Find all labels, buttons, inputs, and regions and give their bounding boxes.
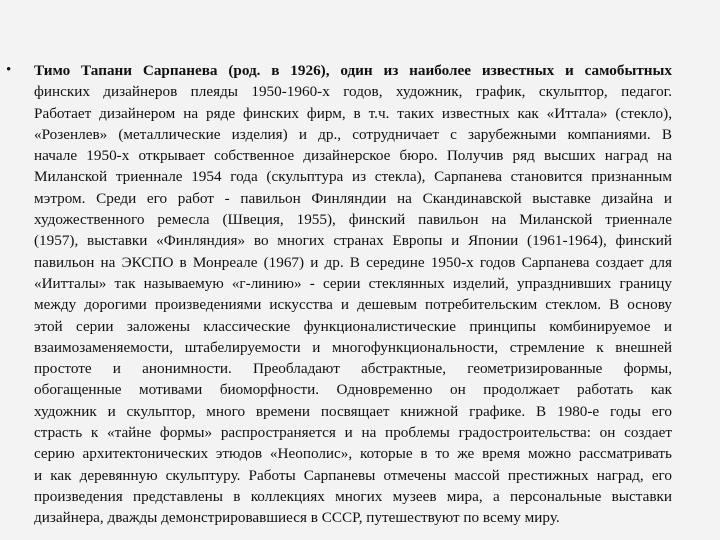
text-line: дизайнера, дважды демонстрировавшиеся в СССР, путешествуют по всему миру. [34,509,560,527]
text-line: художник и скульптор, много времени посвящает книжной графике. В 1980-е годы его [34,402,672,420]
text-line: между дорогими произведениями искусства и дешевым потребительским стеклом. В основу [34,296,672,314]
bullet-marker: • [6,62,12,78]
text-line: этой серии заложены классические функционалистические принципы комбинируемое и [34,317,672,335]
text-line: мэтром. Среди его работ - павильон Финляндии на Скандинавской выставке дизайна и [34,189,672,207]
text-line: произведения представлены в коллекциях многих музеев мира, а персональные выставки [34,487,672,505]
text-line: Миланской триеннале 1954 года (скульптура из стекла), Сарпанева становится признанным [34,168,672,186]
text-line: Работает дизайнером на ряде финских фирм, в т.ч. таких известных как «Иттала» (стекло), [34,104,672,122]
text-line: «Розенлев» (металлические изделия) и др., сотрудничает с зарубежными компаниями. В [34,125,672,143]
text-line: серию архитектонических этюдов «Неополис», которые в то же время можно рассматривать [34,445,672,463]
text-line: павильон на ЭКСПО в Монреале (1967) и др. В середине 1950-х годов Сарпанева создает для [34,253,672,271]
text-line: художественного ремесла (Швеция, 1955), финский павильон на Миланской триеннале [34,211,672,229]
text-line: финских дизайнеров плеяды 1950-1960-х годов, художник, график, скульптор, педагог. [34,83,672,101]
text-line: простоте и анонимности. Преобладают абстрактные, геометризированные формы, [34,360,672,378]
text-line: начале 1950-х открывает собственное дизайнерское бюро. Получив ряд высших наград на [34,147,672,165]
text-line: «Иитталы» так называемую «г-линию» - серии стеклянных изделий, упразднивших границу [34,274,672,292]
text-line: взаимозаменяемости, штабелируемости и многофункциональности, стремление к внешней [34,338,672,356]
biography-paragraph [34,60,672,529]
text-line: Тимо Тапани Сарпанева (род. в 1926), один из наиболее известных и самобытных [34,62,672,79]
text-line: обогащенные мотивами биоморфности. Одновременно он продолжает работать как [34,381,672,399]
text-line: страсть к «тайне формы» распространяется и на проблемы градостроительства: он создает [34,424,672,442]
text-line: (1957), выставки «Финляндия» во многих странах Европы и Японии (1961-1964), финский [34,232,672,250]
text-line: и как деревянную скульптуру. Работы Сарпаневы отмечены массой престижных наград, его [34,466,672,484]
